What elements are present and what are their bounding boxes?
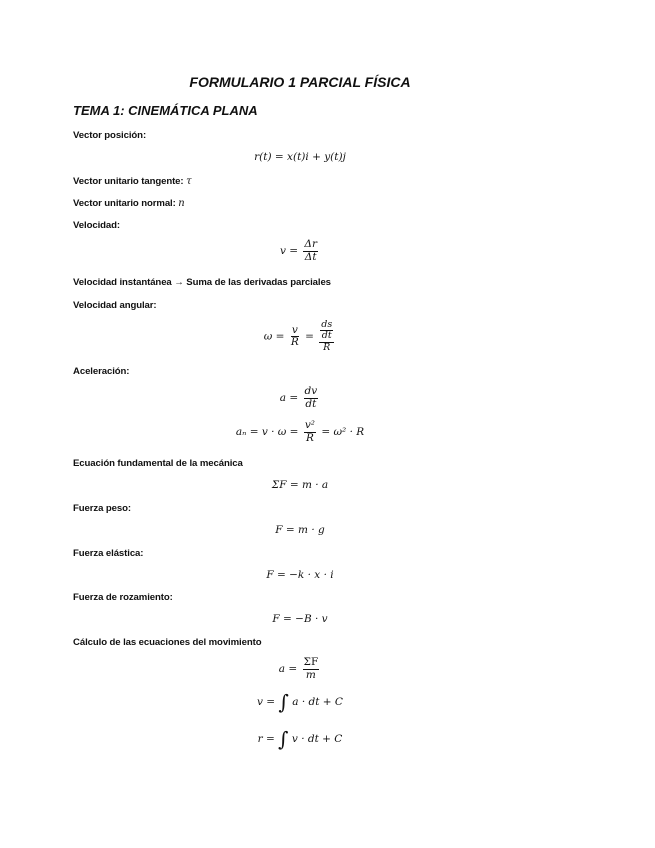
eq-velocidad-lhs: v =: [279, 245, 299, 258]
integral-symbol: ∫: [278, 727, 289, 751]
eq-calc-r-rhs: v · dt + C: [291, 733, 343, 745]
label-velocidad: Velocidad:: [73, 220, 120, 231]
eq-rozamiento: F = −B · v: [272, 613, 328, 625]
eq-angular-lhs: ω =: [263, 330, 285, 343]
eq-angular-num1: v: [291, 323, 298, 336]
eq-angular-fraction-1: [290, 325, 300, 349]
eq-aceleracion-lhs: a =: [279, 392, 299, 405]
eq-velocidad-num: Δr: [304, 238, 318, 250]
eq-angular-fraction-2: [319, 320, 334, 353]
eq-angular-mid: =: [305, 330, 314, 343]
eq-aceleracion-normal: [0, 420, 600, 444]
eq-elastica: F = −k · x · i: [266, 569, 334, 581]
eq-calc-a: [0, 657, 600, 681]
label-fuerza-elastica: Fuerza elástica:: [73, 548, 144, 559]
eq-angular: [0, 320, 600, 353]
eq-angular-inner-fraction: [320, 320, 333, 342]
label-vel-instantanea: Velocidad instantánea → Suma de las derivadas parciales: [73, 277, 331, 288]
label-vector-normal-text: Vector unitario normal:: [73, 198, 176, 209]
label-vector-normal: [73, 198, 185, 209]
eq-posicion: r(t) = x(t)i + y(t)j: [254, 151, 346, 163]
eq-normal-den: R: [305, 431, 314, 444]
eq-normal-lhs: aₙ = v · ω =: [235, 426, 299, 439]
eq-angular-num2a: ds: [321, 319, 333, 330]
eq-aceleracion-den: dt: [305, 397, 317, 410]
eq-calc-v: [0, 692, 600, 712]
label-vel-angular: Velocidad angular:: [73, 300, 157, 311]
integral-symbol: ∫: [278, 690, 289, 714]
eq-aceleracion-num: dv: [304, 385, 318, 397]
page-title: FORMULARIO 1 PARCIAL FÍSICA: [189, 74, 411, 90]
eq-fundamental: ΣF = m · a: [271, 479, 329, 491]
label-calculo: Cálculo de las ecuaciones del movimiento: [73, 637, 262, 648]
label-vector-tangente-text: Vector unitario tangente:: [73, 176, 184, 187]
tangente-symbol: τ: [186, 176, 192, 187]
label-fuerza-rozamiento: Fuerza de rozamiento:: [73, 592, 173, 603]
eq-normal-rhs: = ω² · R: [321, 426, 365, 439]
eq-normal-fraction: [304, 420, 316, 444]
eq-angular-num2: [319, 320, 334, 343]
label-vector-posicion: Vector posición:: [73, 130, 147, 141]
normal-symbol: n: [178, 198, 185, 209]
eq-aceleracion: [0, 386, 600, 410]
label-aceleracion: Aceleración:: [73, 366, 130, 377]
eq-calc-a-den: m: [305, 668, 316, 681]
label-fuerza-peso: Fuerza peso:: [73, 503, 131, 514]
eq-calc-a-fraction: [303, 657, 320, 681]
eq-angular-num2b: dt: [321, 330, 332, 342]
eq-angular-den2: R: [323, 341, 331, 353]
eq-calc-r-lhs: r =: [257, 733, 275, 745]
eq-calc-a-lhs: a =: [278, 663, 298, 676]
eq-calc-a-num: ΣF: [303, 656, 319, 668]
section-heading: TEMA 1: CINEMÁTICA PLANA: [73, 103, 258, 118]
eq-velocidad-den: Δt: [304, 250, 317, 263]
eq-peso: F = m · g: [275, 524, 325, 536]
eq-normal-num: v²: [304, 419, 315, 431]
eq-calc-v-rhs: a · dt + C: [292, 696, 343, 708]
eq-aceleracion-fraction: [304, 386, 319, 410]
eq-velocidad: [0, 239, 600, 263]
eq-angular-den1: R: [290, 336, 299, 349]
eq-calc-r: [0, 729, 600, 749]
eq-velocidad-fraction: [303, 239, 318, 263]
label-vector-tangente: [73, 176, 192, 187]
label-ec-fundamental: Ecuación fundamental de la mecánica: [73, 458, 243, 469]
eq-calc-v-lhs: v =: [257, 696, 276, 708]
